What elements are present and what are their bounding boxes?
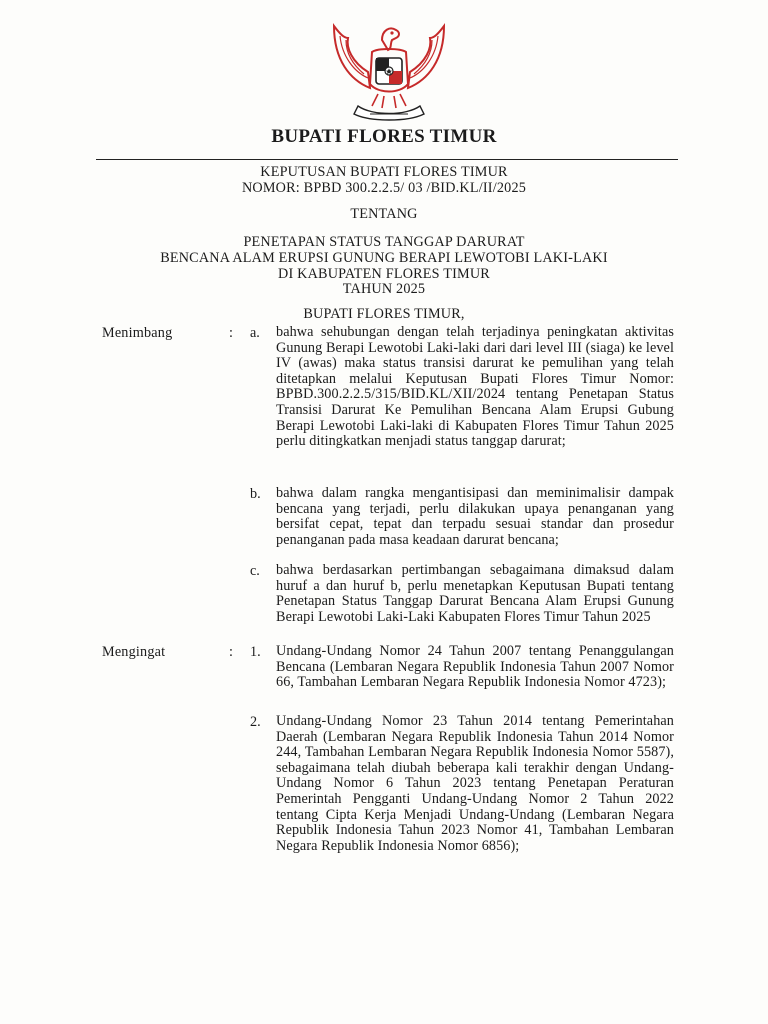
menimbang-item-c: bahwa berdasarkan pertimbangan sebagaimana dimaksud dalam huruf a dan huruf b, perlu menetapkan Keputusan Bupati tentang Penetapan Status Tanggap Darurat Bencana Alam Erupsi Gunung Berapi Lewotobi Laki-Laki Kabupaten Flores Timur Tahun 2025 bbox=[276, 562, 674, 625]
menimbang-colon: : bbox=[229, 325, 233, 341]
decree-number: NOMOR: BPBD 300.2.2.5/ 03 /BID.KL/II/2025 bbox=[241, 180, 527, 196]
list-marker: a. bbox=[250, 325, 260, 341]
decree-title: KEPUTUSAN BUPATI FLORES TIMUR bbox=[260, 164, 508, 180]
mengingat-item-2: Undang-Undang Nomor 23 Tahun 2014 tentang Pemerintahan Daerah (Lembaran Negara Republik Indonesia Tahun 2014 Nomor 244, Tambahan Lembaran Negara Republik Indonesia Nomor 5587), sebagaimana telah diubah beberapa kali terakhir dengan Undang-Undang Nomor 6 Tahun 2023 tentang Penetapan Peraturan Pemerintah Pengganti Undang-Undang Nomor 2 Tahun 2022 tentang Cipta Kerja Menjadi Undang-Undang (Lembaran Negara Republik Indonesia Tahun 2023 Nomor 41, Tambahan Lembaran Negara Republik Indonesia Nomor 6856); bbox=[276, 713, 674, 854]
subject-line: DI KABUPATEN FLORES TIMUR bbox=[278, 266, 490, 282]
menimbang-item-a: bahwa sehubungan dengan telah terjadinya peningkatan aktivitas Gunung Berapi Lewotobi Laki-laki dari dari level III (siaga) ke level IV (awas) maka status transisi darurat ke pemulihan yang telah ditetapkan melalui Keputusan Bupati Flores Timur Nomor: BPBD.300.2.2.5/315/BID.KL/XII/2024 tentang Penetapan Status Transisi Darurat Ke Pemulihan Bencana Alam Erupsi Gubung Berapi Lewotobi Laki-laki di Kabupaten Flores Timur Tahun 2025 perlu ditingkatkan menjadi status tanggap darurat; bbox=[276, 324, 674, 450]
list-marker: c. bbox=[250, 563, 260, 579]
subject-line: BENCANA ALAM ERUPSI GUNUNG BERAPI LEWOTOBI LAKI-LAKI bbox=[160, 250, 608, 266]
garuda-emblem-icon bbox=[328, 18, 450, 124]
header-title: BUPATI FLORES TIMUR bbox=[271, 126, 497, 147]
header-divider bbox=[96, 159, 678, 160]
menimbang-label: Menimbang bbox=[102, 325, 173, 341]
subject-line: TAHUN 2025 bbox=[342, 281, 426, 297]
issuer-line: BUPATI FLORES TIMUR, bbox=[303, 306, 465, 322]
mengingat-label: Mengingat bbox=[102, 644, 166, 660]
list-marker: b. bbox=[250, 486, 261, 502]
menimbang-item-b: bahwa dalam rangka mengantisipasi dan meminimalisir dampak bencana yang terjadi, perlu dilakukan upaya penanganan yang bersifat cepat, tepat dan terpadu sesuai standar dan prosedur penanganan pada masa keadaan darurat bencana; bbox=[276, 485, 674, 548]
mengingat-item-1: Undang-Undang Nomor 24 Tahun 2007 tentang Penanggulangan Bencana (Lembaran Negara Republik Indonesia Tahun 2007 Nomor 66, Tambahan Lembaran Negara Republik Indonesia Nomor 4723); bbox=[276, 643, 674, 691]
list-marker: 1. bbox=[250, 644, 261, 660]
mengingat-colon: : bbox=[229, 644, 233, 660]
list-marker: 2. bbox=[250, 714, 261, 730]
subject-line: PENETAPAN STATUS TANGGAP DARURAT bbox=[243, 234, 525, 250]
about-heading: TENTANG bbox=[350, 206, 418, 222]
